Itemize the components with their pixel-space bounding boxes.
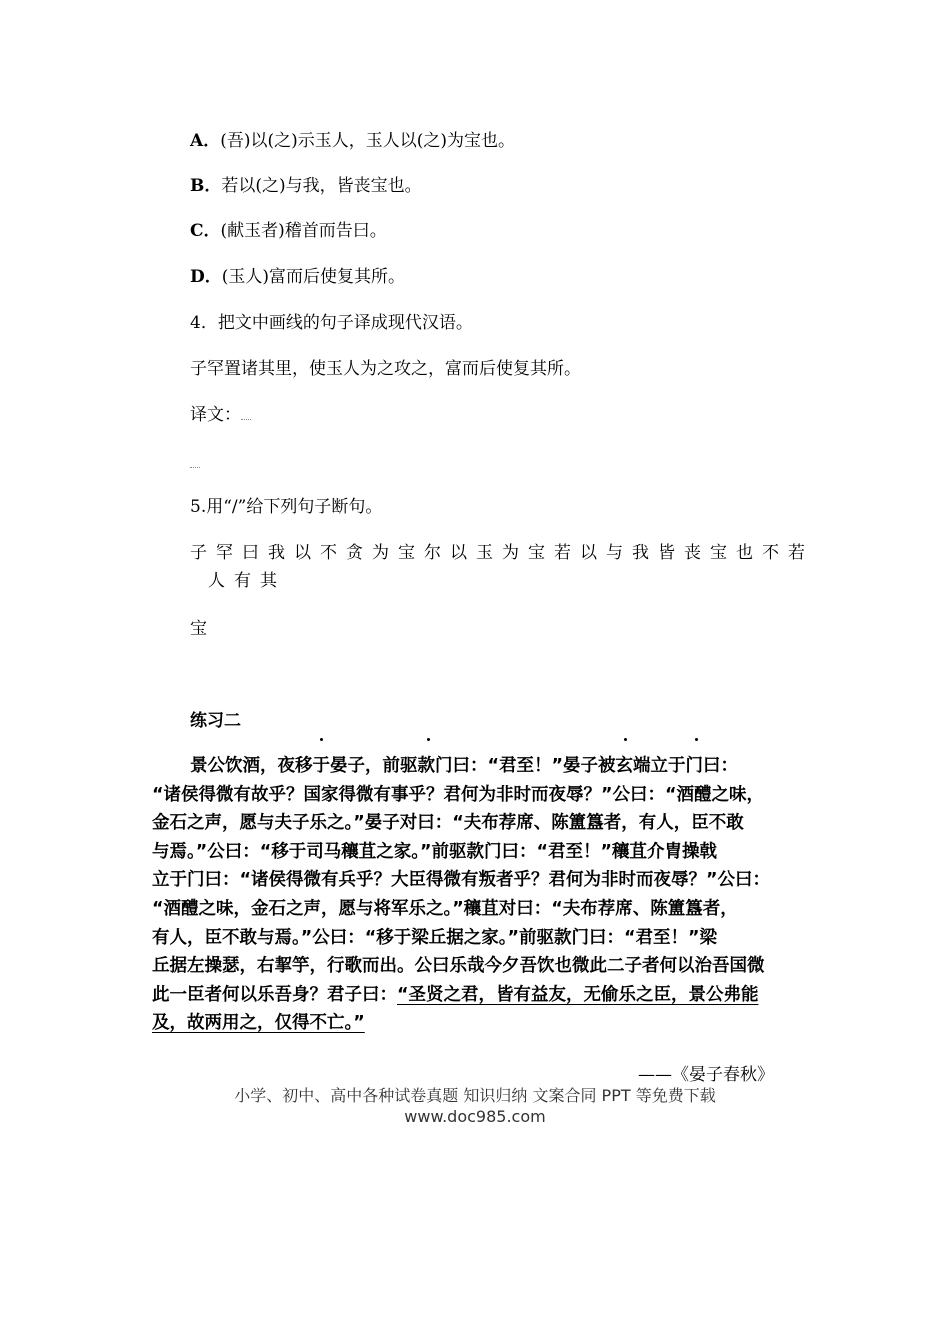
passage <box>152 752 792 1038</box>
passage-line: “诸侯得微有故乎？国家得微有事乎？君何为非时而夜辱？”公曰：“酒醴之味， <box>152 784 765 805</box>
emphasis-dot <box>624 738 627 741</box>
emphasis-dot <box>320 738 323 741</box>
question-5-line-3: 宝 <box>190 619 207 639</box>
option-d <box>190 266 405 288</box>
question-4-answer <box>190 404 251 426</box>
passage-text: 此一臣者何以乐吾身？君子曰： <box>152 984 397 1005</box>
option-text: (吾)以(之)示玉人，玉人以(之)为宝也。 <box>220 131 515 151</box>
passage-line: 与焉。”公曰：“移于司马穰苴之家。”前驱款门曰：“君至！”穰苴介胄操戟 <box>152 841 718 862</box>
option-letter: D． <box>190 267 222 287</box>
answer-blank-line-2[interactable] <box>190 452 200 474</box>
option-b <box>190 175 422 197</box>
answer-blank[interactable] <box>241 407 251 420</box>
question-4-title: 4．把文中画线的句子译成现代汉语。 <box>190 313 473 333</box>
question-5-line-1: 子罕曰我以不贪为宝尔以玉为宝若以与我皆丧宝也不若 <box>190 543 814 563</box>
passage-line: “酒醴之味，金石之声，愿与将军乐之。”穰苴对曰：“夫布荐席、陈簠簋者， <box>152 898 738 919</box>
passage-line <box>152 981 792 1010</box>
option-letter: C． <box>190 221 221 241</box>
answer-blank[interactable] <box>190 455 200 468</box>
question-5-line-2: 人有其 <box>208 571 286 591</box>
footer-line-1: 小学、初中、高中各种试卷真题 知识归纳 文案合同 PPT 等免费下载 <box>234 1086 716 1105</box>
question-4-sentence: 子罕置诸其里，使玉人为之攻之，富而后使复其所。 <box>190 359 581 379</box>
emphasis-dot <box>695 738 698 741</box>
passage-line: 立于门曰：“诸侯得微有兵乎？大臣得微有叛者乎？君何为非时而夜辱？”公曰： <box>152 870 771 891</box>
passage-line <box>152 1009 792 1038</box>
passage-line: 有人，臣不敢与焉。”公曰：“移于梁丘据之家。”前驱款门曰：“君至！”梁 <box>152 927 718 948</box>
option-text: (献玉者)稽首而告曰。 <box>220 221 387 241</box>
passage-line: 景公饮酒，夜移于晏子，前驱款门曰：“君至！”晏子被玄端立于门曰： <box>190 756 739 776</box>
emphasis-dots <box>0 738 950 748</box>
option-text: (玉人)富而后使复其所。 <box>221 267 406 287</box>
underlined-sentence: 及，故两用之，仅得不亡。” <box>152 1013 365 1034</box>
passage-line: 金石之声，愿与夫子乐之。”晏子对曰：“夫布荐席、陈簠簋者，有人，臣不敢 <box>152 813 744 834</box>
option-a <box>190 130 515 152</box>
passage-source: ——《晏子春秋》 <box>638 1065 774 1085</box>
option-letter: B． <box>190 176 222 196</box>
option-letter: A． <box>190 131 221 151</box>
footer-url[interactable]: www.doc985.com <box>404 1107 546 1126</box>
option-text: 若以(之)与我，皆丧宝也。 <box>221 176 422 196</box>
exercise-heading: 练习二 <box>190 711 241 731</box>
passage-line: 丘据左操瑟，右挈竽，行歌而出。公曰乐哉今夕吾饮也微此二子者何以治吾国微 <box>152 956 765 977</box>
underlined-sentence: “圣贤之君，皆有益友，无偷乐之臣，景公弗能 <box>397 984 759 1005</box>
emphasis-dot <box>427 738 430 741</box>
question-5-title: 5.用“/”给下列句子断句。 <box>190 497 383 517</box>
answer-label: 译文： <box>190 405 241 425</box>
option-c <box>190 220 387 242</box>
footer <box>0 1085 950 1127</box>
